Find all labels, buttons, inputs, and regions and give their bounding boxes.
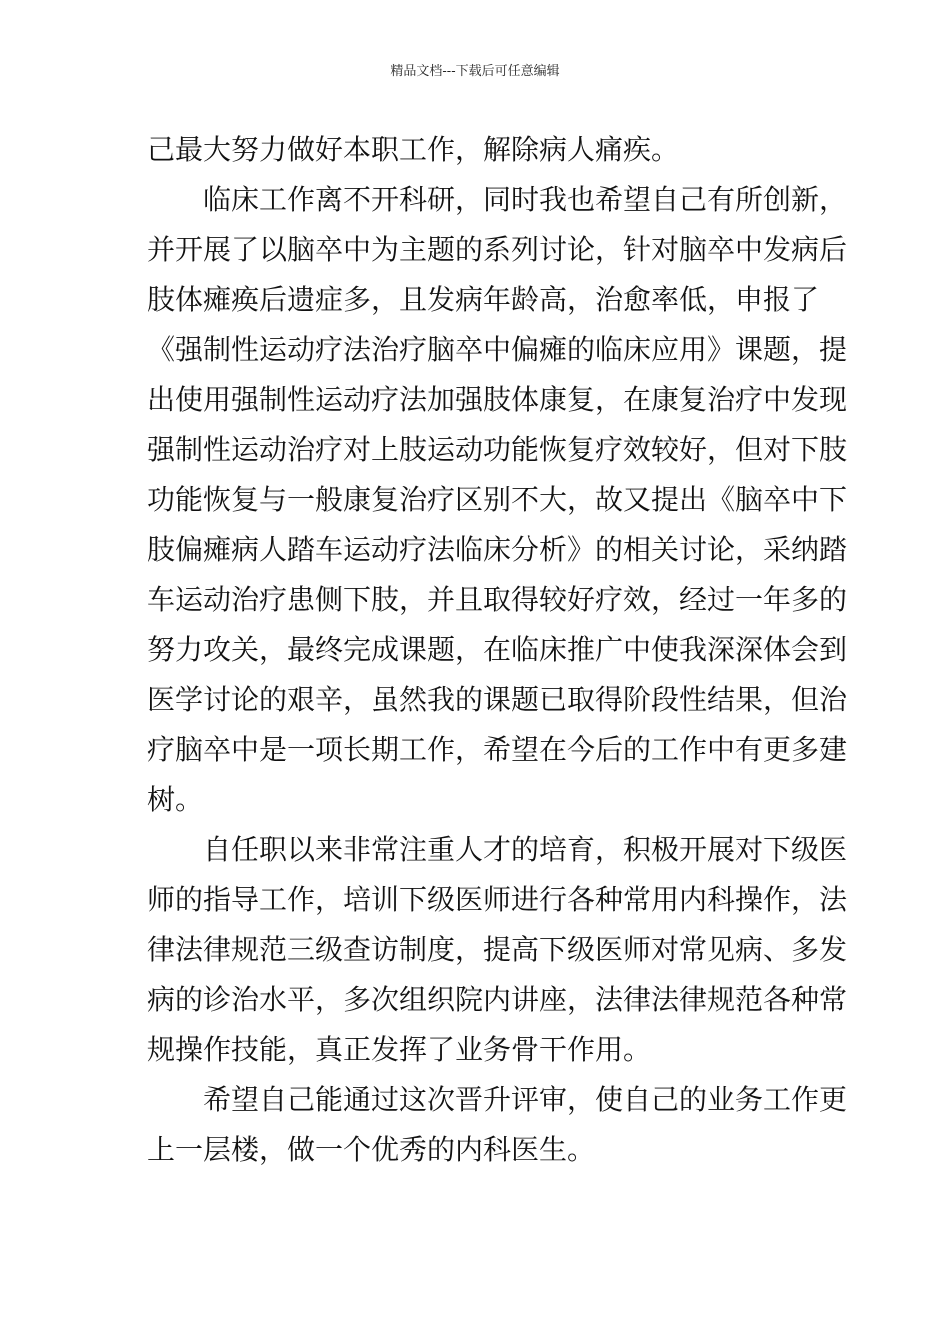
text-line: 《强制性运动疗法治疗脑卒中偏瘫的临床应用》课题，提 <box>147 333 848 366</box>
text-line: 肢偏瘫病人踏车运动疗法临床分析》的相关讨论，采纳踏 <box>147 533 848 566</box>
text-line: 努力攻关，最终完成课题，在临床推广中使我深深体会到 <box>147 633 848 666</box>
paragraph-first-line: 临床工作离不开科研，同时我也希望自己有所创新， <box>203 183 848 216</box>
text-line: 医学讨论的艰辛，虽然我的课题已取得阶段性结果，但治 <box>147 683 848 716</box>
paragraph-first-line: 希望自己能通过这次晋升评审，使自己的业务工作更 <box>203 1083 848 1116</box>
text-line: 并开展了以脑卒中为主题的系列讨论，针对脑卒中发病后 <box>147 233 848 266</box>
text-line: 功能恢复与一般康复治疗区别不大，故又提出《脑卒中下 <box>147 483 848 516</box>
text-line: 肢体瘫痪后遗症多，且发病年龄高，治愈率低，申报了 <box>147 283 820 316</box>
paragraph-first-line: 自任职以来非常注重人才的培育，积极开展对下级医 <box>203 833 848 866</box>
text-line: 律法律规范三级查访制度，提高下级医师对常见病、多发 <box>147 933 848 966</box>
text-line: 树。 <box>147 783 204 816</box>
text-line: 师的指导工作，培训下级医师进行各种常用内科操作，法 <box>147 883 848 916</box>
text-line: 车运动治疗患侧下肢，并且取得较好疗效，经过一年多的 <box>147 583 848 616</box>
page-header: 精品文档---下载后可任意编辑 <box>390 64 560 79</box>
text-line: 己最大努力做好本职工作，解除病人痛疾。 <box>147 133 680 166</box>
text-line: 规操作技能，真正发挥了业务骨干作用。 <box>147 1033 652 1066</box>
text-line: 疗脑卒中是一项长期工作，希望在今后的工作中有更多建 <box>147 733 848 766</box>
document-body <box>147 125 848 1175</box>
text-line: 病的诊治水平，多次组织院内讲座，法律法律规范各种常 <box>147 983 848 1016</box>
text-line: 出使用强制性运动疗法加强肢体康复，在康复治疗中发现 <box>147 383 848 416</box>
text-line: 强制性运动治疗对上肢运动功能恢复疗效较好，但对下肢 <box>147 433 848 466</box>
text-line: 上一层楼，做一个优秀的内科医生。 <box>147 1133 596 1166</box>
